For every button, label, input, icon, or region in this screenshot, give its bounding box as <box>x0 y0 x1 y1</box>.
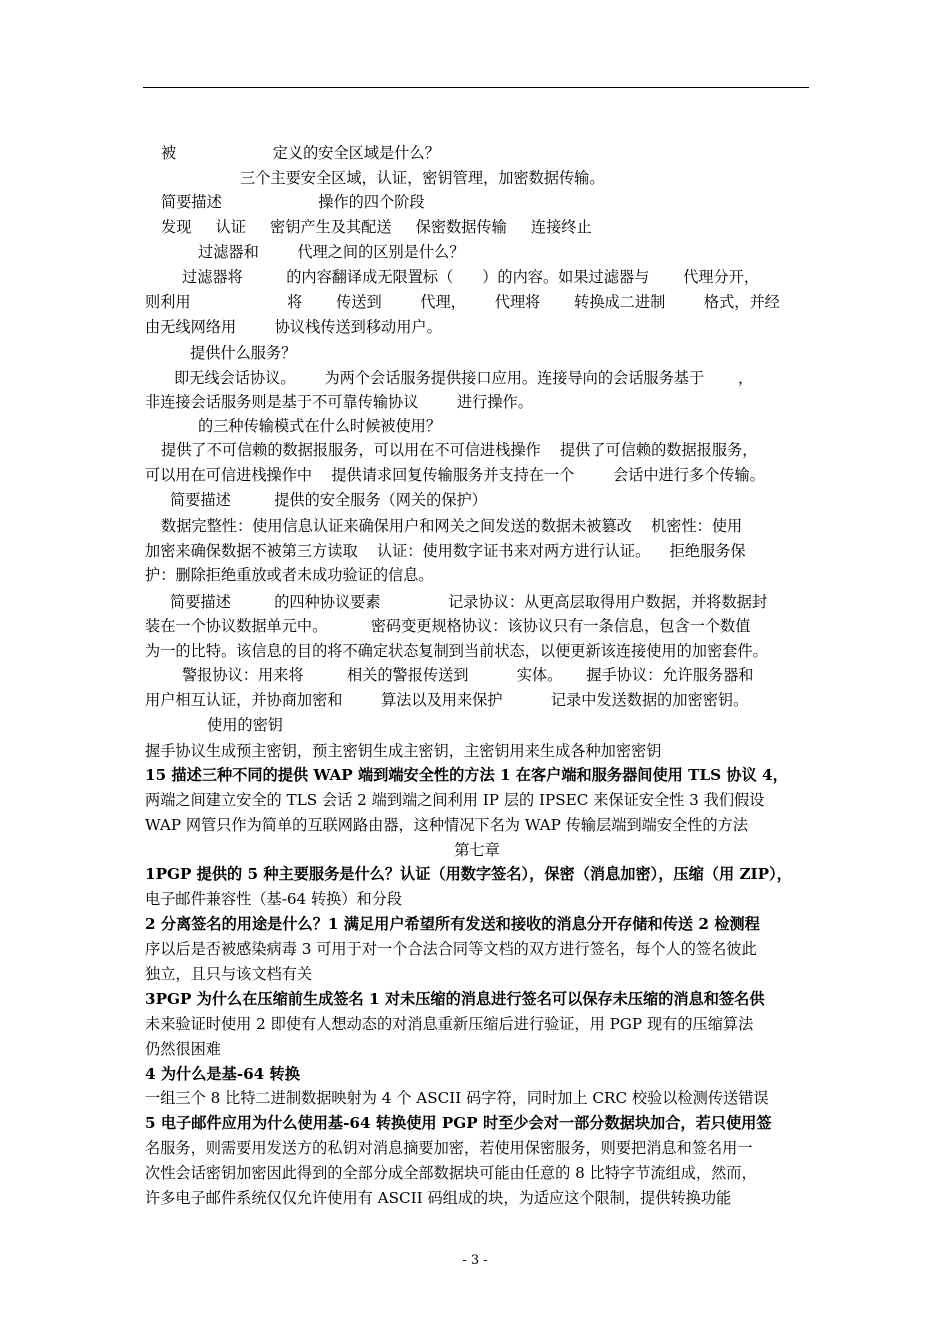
text-line: 过滤器将 的内容翻译成无限置标（ ）的内容。如果过滤器与 代理分开， <box>182 268 760 286</box>
text-line: 装在一个协议数据单元中。 密码变更规格协议：该协议只有一条信息，包含一个数值 <box>145 617 751 635</box>
text-line: 为一的比特。该信息的目的将不确定状态复制到当前状态，以便更新该连接使用的加密套件。 <box>145 642 768 660</box>
text-line: 护：删除拒绝重放或者未成功验证的信息。 <box>145 566 434 584</box>
text-line: 未来验证时使用 2 即使有人想动态的对消息重新压缩后进行验证，用 PGP 现有的压缩算法 <box>145 1015 754 1033</box>
text-line: 过滤器和 代理之间的区别是什么？ <box>198 243 465 261</box>
text-line: 一组三个 8 比特二进制数据映射为 4 个 ASCII 码字符，同时加上 CRC 校验以检测传送错误 <box>145 1089 769 1107</box>
text-line: 警报协议：用来将 相关的警报传送到 实体。 握手协议：允许服务器和 <box>182 666 754 684</box>
text-line: 由无线网络用 协议栈传送到移动用户。 <box>145 318 442 336</box>
text-line: 许多电子邮件系统仅仅允许使用有 ASCII 码组成的块，为适应这个限制，提供转换功能 <box>145 1189 732 1207</box>
text-line: 加密来确保数据不被第三方读取 认证：使用数字证书来对两方进行认证。 拒绝服务保 <box>145 542 746 560</box>
text-line: 简要描述 操作的四个阶段 <box>161 193 425 211</box>
text-line: 15 描述三种不同的提供 WAP 端到端安全性的方法 1 在客户端和服务器间使用 TLS 协议 4， <box>145 766 788 784</box>
text-line: 3PGP 为什么在压缩前生成签名 1 对未压缩的消息进行签名可以保存未压缩的消息和签名供 <box>145 990 765 1008</box>
page-number: - 3 - <box>462 1253 488 1268</box>
text-line: 即无线会话协议。 为两个会话服务提供接口应用。连接导向的会话服务基于 ， <box>174 369 754 387</box>
text-line: 两端之间建立安全的 TLS 会话 2 端到端之间利用 IP 层的 IPSEC 来保证安全性 3 我们假设 <box>145 791 765 809</box>
text-line: 1PGP 提供的 5 种主要服务是什么？认证（用数字签名），保密（消息加密），压缩（用 ZIP）， <box>145 865 792 883</box>
text-line: 可以用在可信进栈操作中 提供请求回复传输服务并支持在一个 会话中进行多个传输。 <box>145 466 765 484</box>
text-line: 仍然很困难 <box>145 1040 221 1058</box>
text-line: 数据完整性：使用信息认证来确保用户和网关之间发送的数据未被篡改 机密性：使用 <box>161 517 743 535</box>
text-line: 提供了不可信赖的数据报服务，可以用在不可信进栈操作 提供了可信赖的数据报服务， <box>161 441 758 459</box>
text-line: 5 电子邮件应用为什么使用基-64 转换使用 PGP 时至少会对一部分数据块加合，若只使用签 <box>145 1114 772 1132</box>
chapter-heading: 第七章 <box>454 841 500 859</box>
header-rule <box>143 87 809 88</box>
text-line: 提供什么服务？ <box>190 344 297 362</box>
text-line: 用户相互认证，并协商加密和 算法以及用来保护 记录中发送数据的加密密钥。 <box>145 691 749 709</box>
text-line: 独立，且只与该文档有关 <box>145 965 313 983</box>
text-line: 简要描述 提供的安全服务（网关的保护） <box>170 491 487 509</box>
text-line: 发现 认证 密钥产生及其配送 保密数据传输 连接终止 <box>161 218 592 236</box>
text-line: 名服务，则需要用发送方的私钥对消息摘要加密，若使用保密服务，则要把消息和签名用一 <box>145 1139 753 1157</box>
text-line: 4 为什么是基-64 转换 <box>145 1065 300 1083</box>
text-line: 则利用 将 传送到 代理， 代理将 转换成二进制 格式，并经 <box>145 293 780 311</box>
text-line: 握手协议生成预主密钥，预主密钥生成主密钥，主密钥用来生成各种加密密钥 <box>145 742 662 760</box>
text-line: 简要描述 的四种协议要素 记录协议：从更高层取得用户数据，并将数据封 <box>170 593 768 611</box>
text-line: 被 定义的安全区域是什么？ <box>161 144 440 162</box>
text-line: WAP 网管只作为简单的互联网路由器，这种情况下名为 WAP 传输层端到端安全性的方法 <box>145 816 748 834</box>
text-line: 的三种传输模式在什么时候被使用？ <box>198 417 441 435</box>
text-line: 非连接会话服务则是基于不可靠传输协议 进行操作。 <box>145 393 533 411</box>
text-line: 2 分离签名的用途是什么？1 满足用户希望所有发送和接收的消息分开存储和传送 2 检测程 <box>145 915 760 933</box>
text-line: 次性会话密钥加密因此得到的全部分成全部数据块可能由任意的 8 比特字节流组成，然而， <box>145 1164 757 1182</box>
text-line: 电子邮件兼容性（基-64 转换）和分段 <box>145 890 403 908</box>
text-line: 使用的密钥 <box>207 716 283 734</box>
text-line: 三个主要安全区域，认证，密钥管理，加密数据传输。 <box>240 169 605 187</box>
text-line: 序以后是否被感染病毒 3 可用于对一个合法合同等文档的双方进行签名，每个人的签名彼此 <box>145 940 757 958</box>
